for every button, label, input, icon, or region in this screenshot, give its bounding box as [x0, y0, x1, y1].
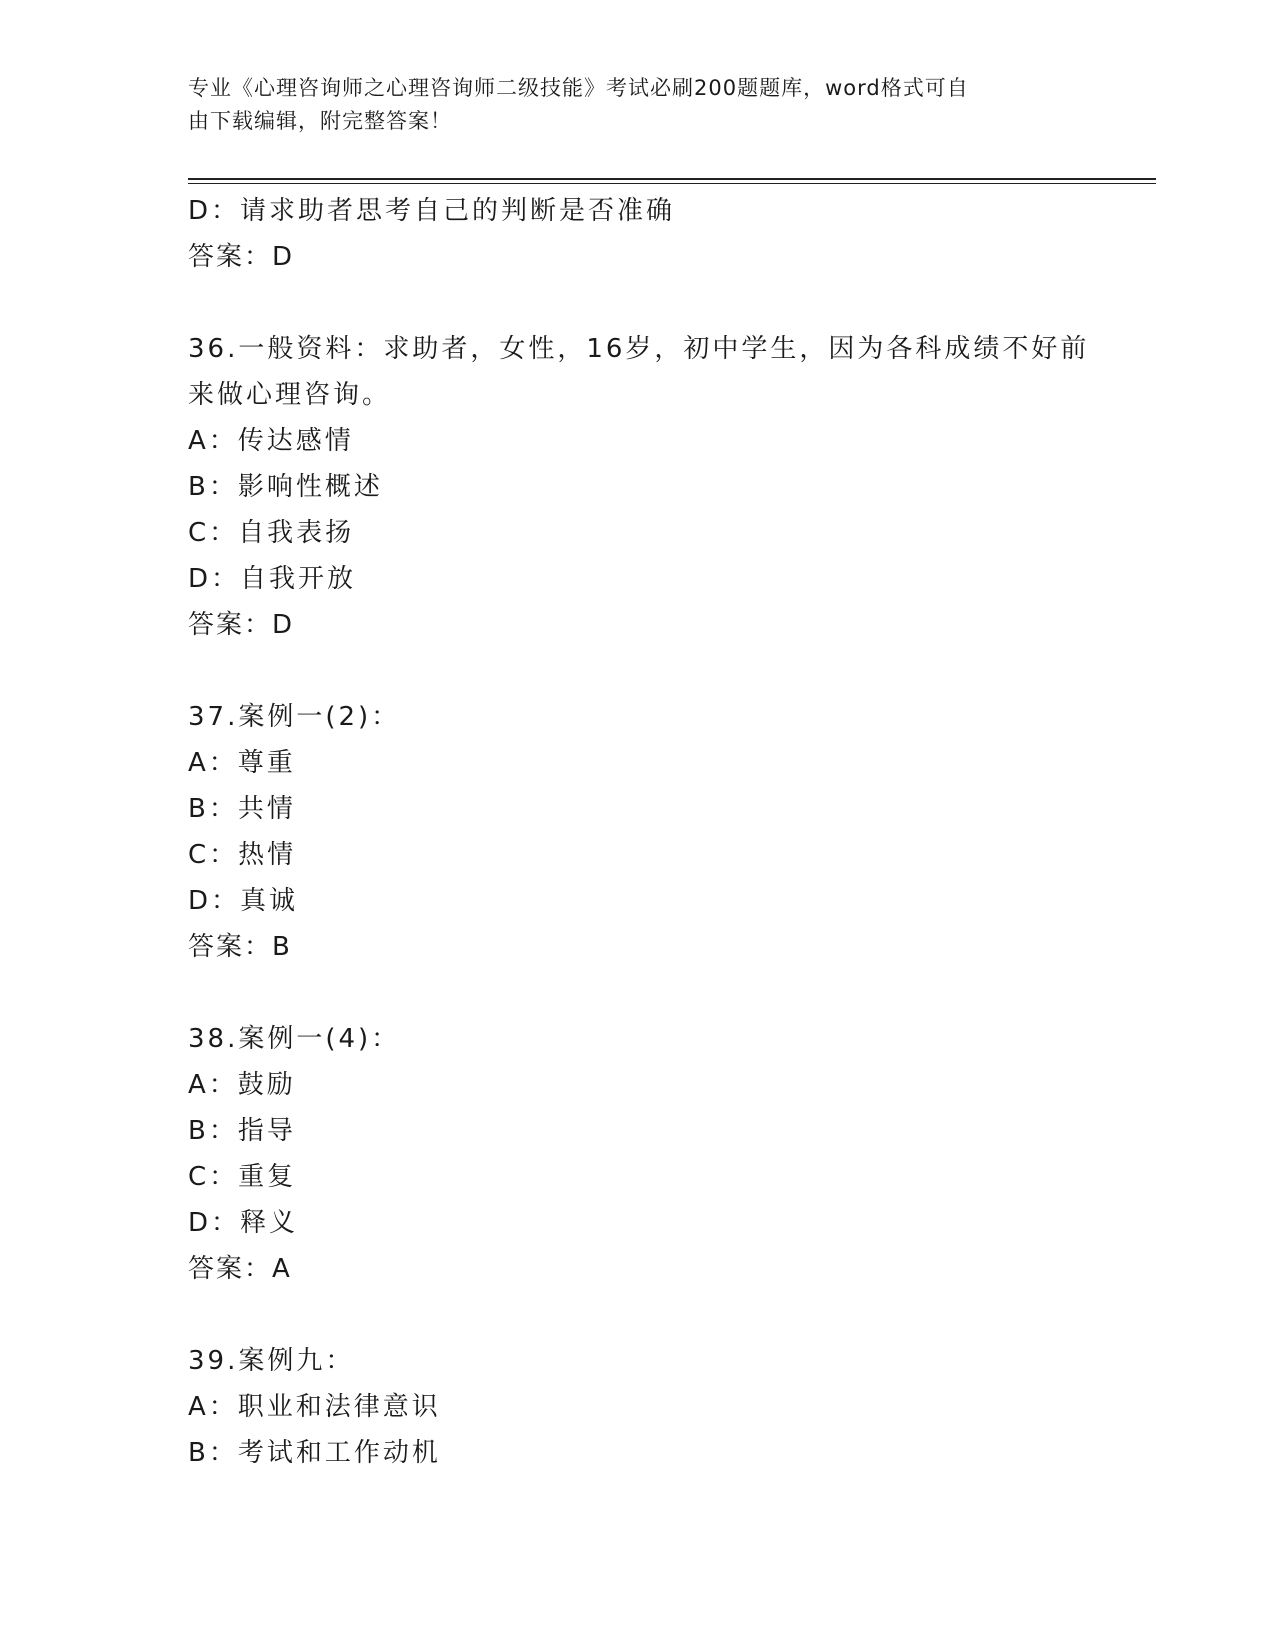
document-body — [188, 188, 1118, 1476]
header-rule-thin — [188, 183, 1156, 184]
question-36 — [188, 326, 1118, 648]
option-a: A：鼓励 — [188, 1070, 296, 1100]
question-stem: 39.案例九： — [188, 1346, 355, 1376]
answer-line: 答案：D — [188, 242, 295, 272]
question-35-continued — [188, 188, 1118, 280]
answer-line: 答案：B — [188, 932, 292, 962]
option-b: B：考试和工作动机 — [188, 1438, 441, 1468]
option-a: A：尊重 — [188, 748, 296, 778]
header-line-1: 专业《心理咨询师之心理咨询师二级技能》考试必刷200题题库，word格式可自 — [188, 76, 969, 100]
option-c: C：重复 — [188, 1162, 297, 1192]
question-stem: 37.案例一(2)： — [188, 702, 401, 732]
spacer — [188, 970, 1118, 1016]
option-b: B：指导 — [188, 1116, 296, 1146]
option-d: D：请求助者思考自己的判断是否准确 — [188, 196, 676, 226]
option-d: D：自我开放 — [188, 564, 357, 594]
option-a: A：传达感情 — [188, 426, 354, 456]
option-d: D：真诚 — [188, 886, 299, 916]
option-a: A：职业和法律意识 — [188, 1392, 441, 1422]
option-c: C：热情 — [188, 840, 297, 870]
question-37 — [188, 694, 1118, 970]
option-b: B：共情 — [188, 794, 296, 824]
question-39 — [188, 1338, 1118, 1476]
question-stem: 36.一般资料：求助者，女性，16岁，初中学生，因为各科成绩不好前 — [188, 334, 1090, 364]
answer-line: 答案：A — [188, 1254, 292, 1284]
spacer — [188, 1292, 1118, 1338]
spacer — [188, 648, 1118, 694]
question-stem: 38.案例一(4)： — [188, 1024, 401, 1054]
question-38 — [188, 1016, 1118, 1292]
spacer — [188, 280, 1118, 326]
header-line-2: 由下载编辑，附完整答案！ — [188, 109, 452, 133]
header-rule-thick — [188, 178, 1156, 180]
answer-line: 答案：D — [188, 610, 295, 640]
document-header — [188, 72, 1088, 138]
question-stem-continued: 来做心理咨询。 — [188, 380, 392, 410]
option-d: D：释义 — [188, 1208, 299, 1238]
option-b: B：影响性概述 — [188, 472, 383, 502]
option-c: C：自我表扬 — [188, 518, 355, 548]
